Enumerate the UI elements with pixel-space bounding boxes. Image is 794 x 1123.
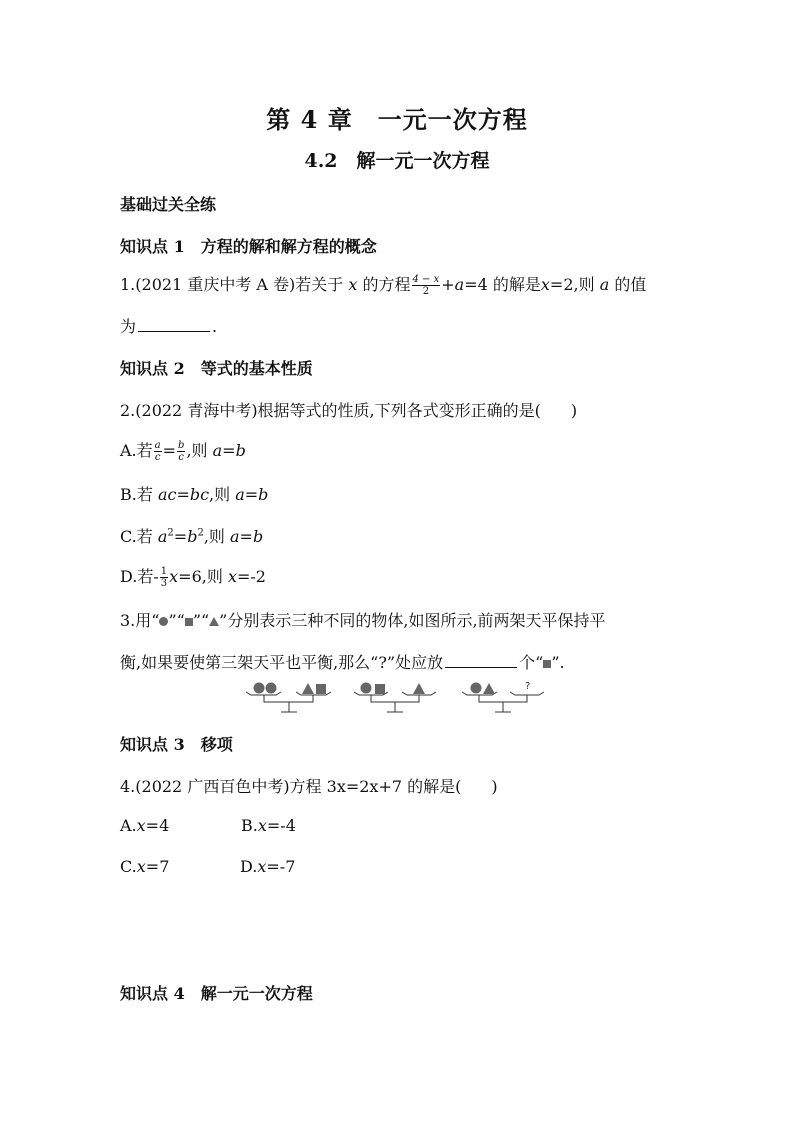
question-1-line-1: 1.(2021 重庆中考 A 卷)若关于 x 的方程 $\frac{4 - x}{2}$ +a=4 的解是x=2,则 a 的值 <box>120 274 647 297</box>
question-3-line-1: 3.用“ ”“ ”“ ”分别表示三种不同的物体,如图所示,前两架天平保持平 <box>120 611 606 630</box>
balance-scale-1 <box>246 683 331 713</box>
q2-option-d: D.若- $\frac{1}{3}$ x=6,则 x=-2 <box>120 566 266 589</box>
question-2-stem: 2.(2022 青海中考)根据等式的性质,下列各式变形正确的是( ) <box>120 401 578 420</box>
circle-weight-icon <box>471 683 482 694</box>
circle-weight-icon <box>361 683 372 694</box>
q2-option-a: A.若 $\frac{a}{c}$ = $\frac{b}{c}$ ,则 a=b <box>120 440 246 463</box>
q1-text: 的方程 <box>357 275 411 294</box>
triangle-weight-icon <box>413 683 425 694</box>
balance-scale-3 <box>462 681 544 712</box>
circle-weight-icon <box>254 683 265 694</box>
q4-option-c: C.x=7 <box>120 857 170 876</box>
q1-fraction: $\frac{4 - x}{2}$ <box>412 274 440 297</box>
square-weight-icon <box>375 684 385 694</box>
chapter-title: 第 4 章 一元一次方程 <box>266 105 528 134</box>
knowledge-point-3-heading: 知识点 3 移项 <box>120 735 233 754</box>
q2-option-b: B.若 ac=bc,则 a=b <box>120 485 269 504</box>
question-3-line-2: 衡,如果要使第三架天平也平衡,那么“?”处应放 个“ ”. <box>120 653 565 672</box>
unknown-weight-mark: ? <box>525 681 531 692</box>
q1-text: 1.(2021 重庆中考 A 卷)若关于 <box>120 275 349 294</box>
q4-option-b: B.x=-4 <box>241 816 296 835</box>
q4-option-a: A.x=4 <box>120 816 170 835</box>
section-label: 基础过关全练 <box>120 195 217 214</box>
knowledge-point-1-heading: 知识点 1 方程的解和解方程的概念 <box>120 237 377 256</box>
q4-option-d: D.x=-7 <box>240 857 296 876</box>
triangle-weight-icon <box>483 683 495 694</box>
knowledge-point-2-heading: 知识点 2 等式的基本性质 <box>120 359 313 378</box>
q1-var-x: x <box>348 275 358 294</box>
q2-option-c: C.若 $a^2=b^2$,则 a=b <box>120 527 264 546</box>
section-subtitle: 4.2 解一元一次方程 <box>304 150 490 172</box>
question-1-line-2: 为 . <box>120 317 218 336</box>
triangle-weight-icon <box>302 683 314 694</box>
knowledge-point-4-heading: 知识点 4 解一元一次方程 <box>120 984 313 1003</box>
question-4-stem: 4.(2022 广西百色中考)方程 3x=2x+7 的解是( ) <box>120 777 498 796</box>
balance-scale-2 <box>354 683 436 713</box>
square-weight-icon <box>316 684 326 694</box>
circle-weight-icon <box>266 683 277 694</box>
